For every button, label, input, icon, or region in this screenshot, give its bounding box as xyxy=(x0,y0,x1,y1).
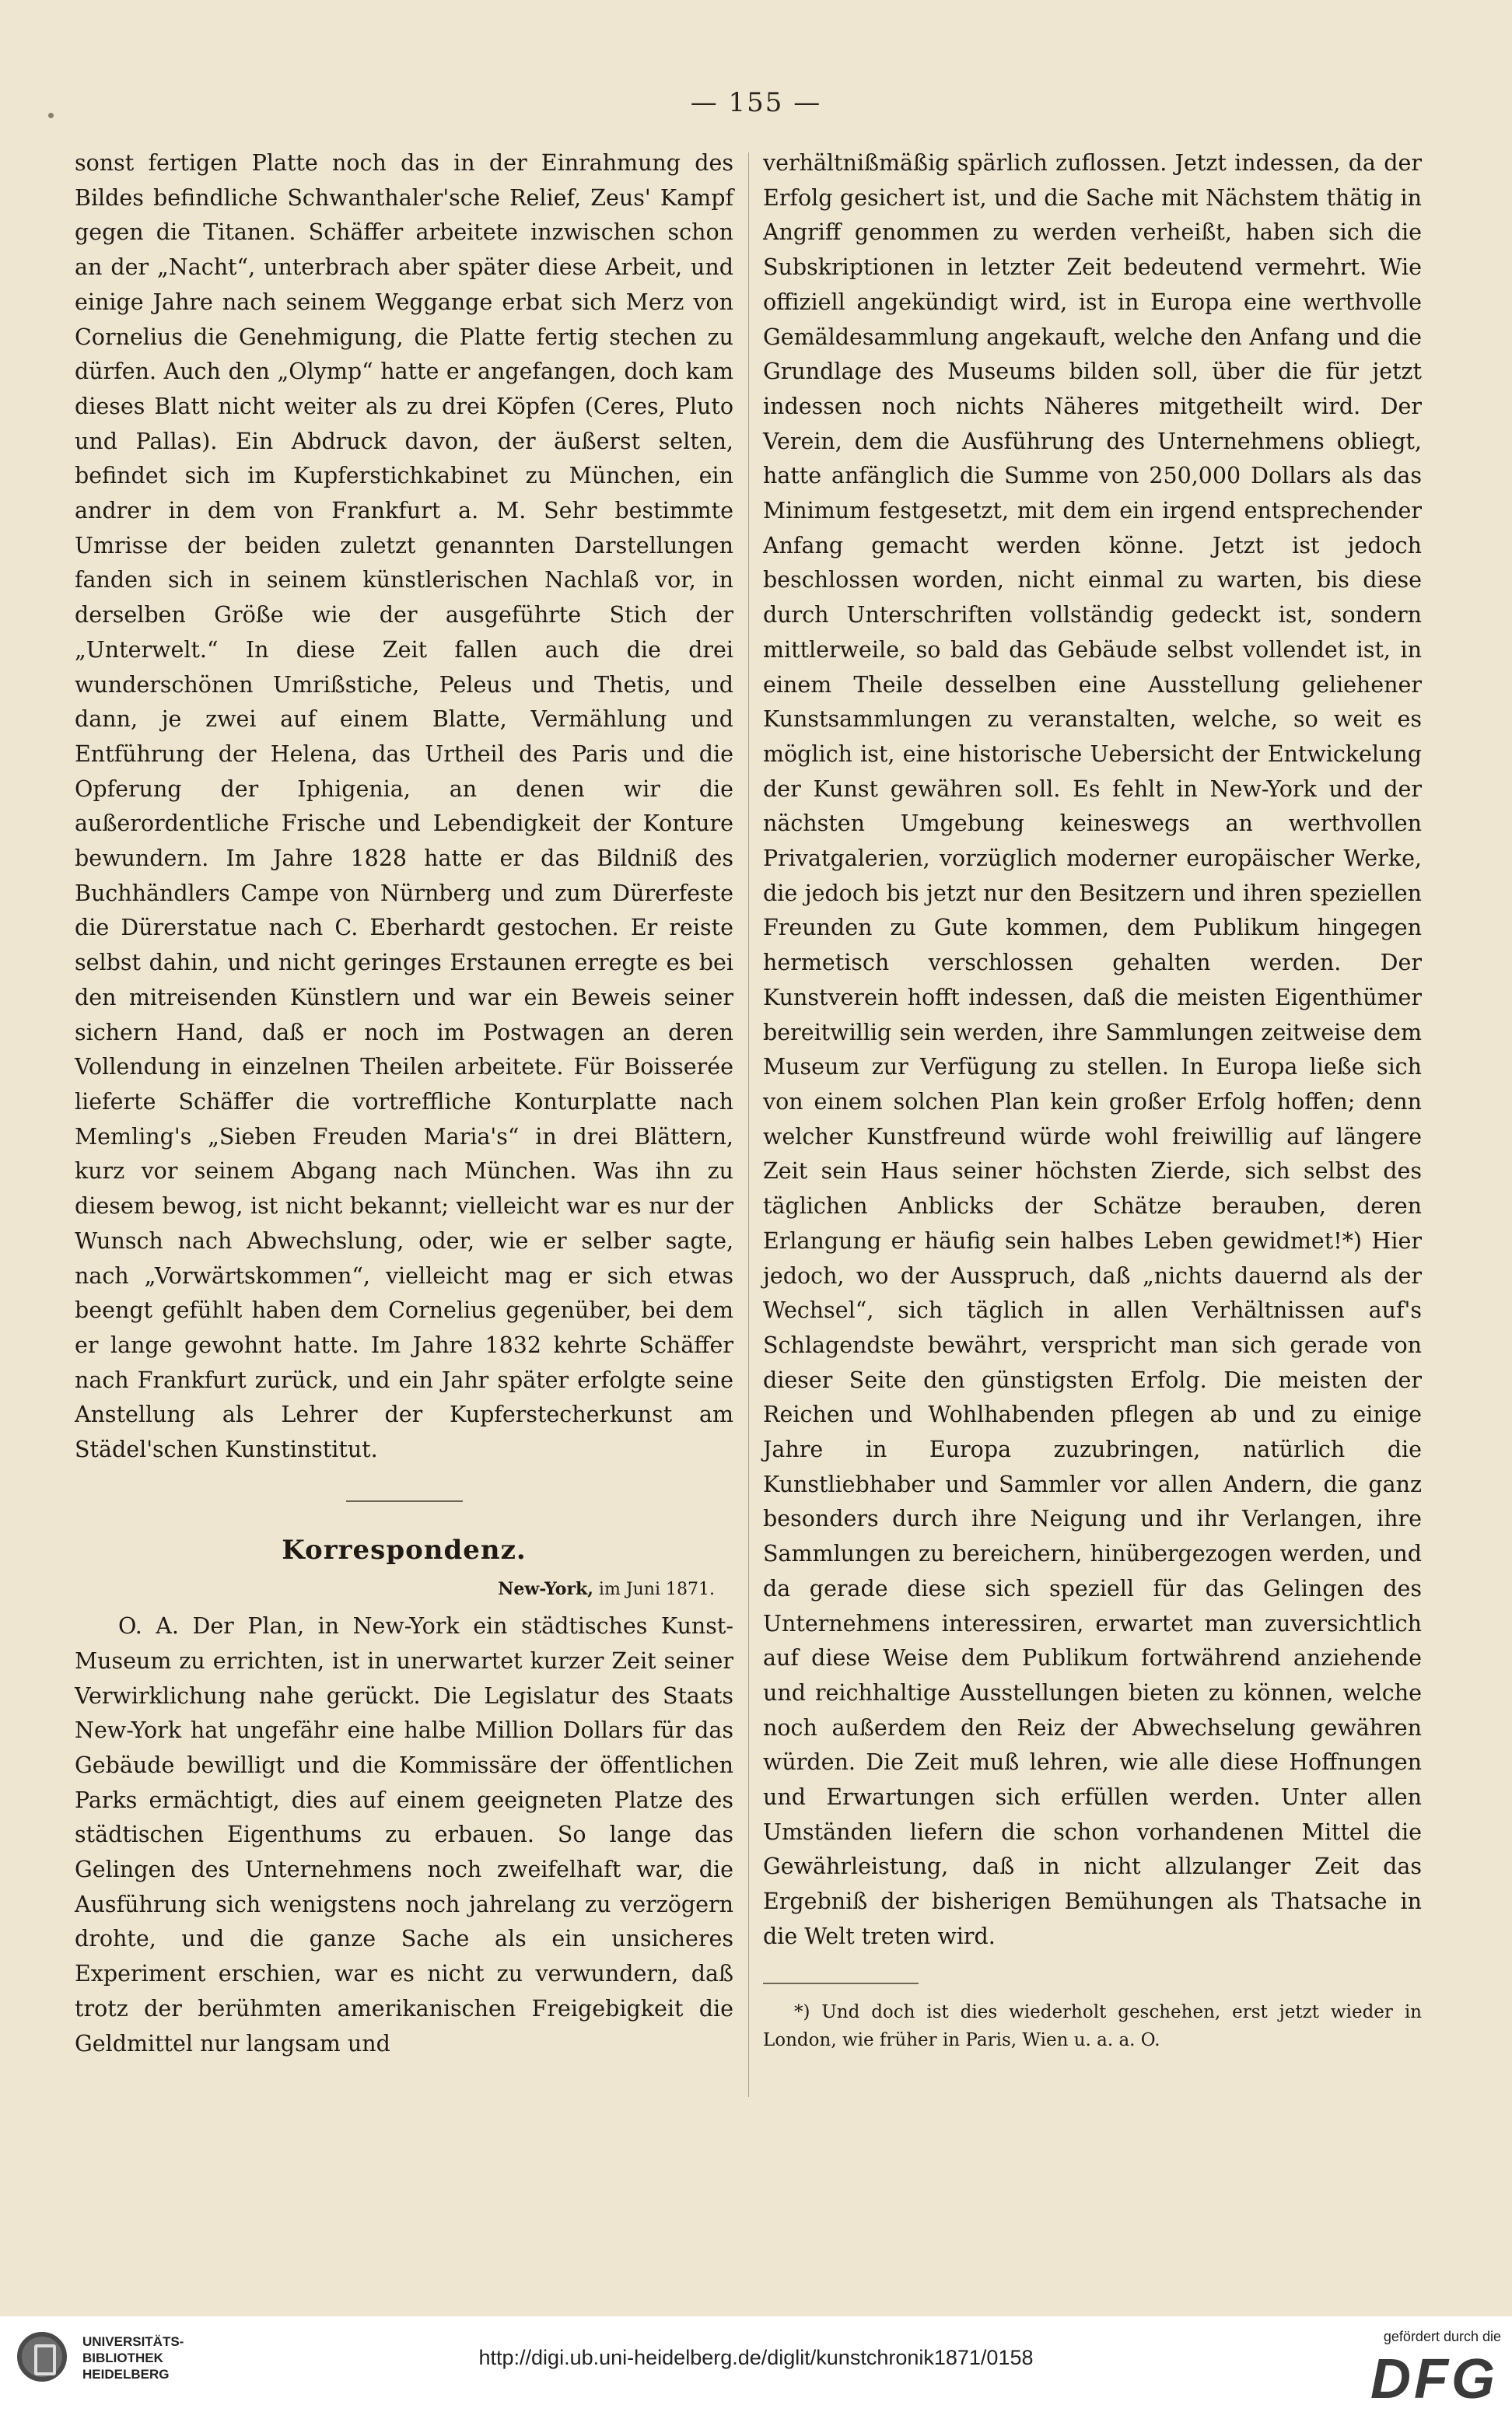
permalink-url[interactable]: http://digi.ub.uni-heidelberg.de/diglit/kunstchronik1871/0158 xyxy=(478,2346,1034,2369)
library-name-line2: BIBLIOTHEK xyxy=(82,2351,163,2365)
library-name-line1: UNIVERSITÄTS- xyxy=(82,2334,184,2349)
funder-label: gefördert durch die xyxy=(1383,2329,1501,2344)
left-column xyxy=(75,146,733,2061)
section-title: Korrespondenz. xyxy=(282,1534,527,1566)
dateline-date: im Juni 1871. xyxy=(593,1580,715,1600)
dateline-place: New-York, xyxy=(498,1579,593,1600)
left-paragraph-schaeffer: sonst fertigen Platte noch das in der Einrahmung des Bildes befindliche Schwanthaler'sche Relief, Zeus' Kampf gegen die Titanen. Schäffer arbeitete inzwischen schon an der „Nacht“, unterbrach aber später diese Arbeit, und einige Jahre nach seinem Weggange erbat sich Merz von Cornelius die Genehmigung, die Platte fertig stechen zu dürfen. Auch den „Olymp“ hatte er angefangen, doch kam dieses Blatt nicht weiter als zu drei Köpfen (Ceres, Pluto und Pallas). Ein Abdruck davon, der äußerst selten, befindet sich im Kupferstichkabinet zu München, ein andrer in dem von Frankfurt a. M. Sehr bestimmte Umrisse der beiden zuletzt genannten Darstellungen fanden sich in seinem künstlerischen Nachlaß vor, in derselben Größe wie der ausgeführte Stich der „Unterwelt.“ In diese Zeit fallen auch die drei wunderschönen Umrißstiche, Peleus und Thetis, und dann, je zwei auf einem Blatte, Vermählung und Entführung der Helena, das Urtheil des Paris und die Opferung der Iphigenia, an denen wir die außerordentliche Frische und Lebendigkeit der Konture bewundern. Im Jahre 1828 hatte er das Bildniß des Buchhändlers Campe von Nürnberg und zum Dürerfeste die Dürerstatue nach C. Eberhardt gestochen. Er reiste selbst dahin, und nicht geringes Erstaunen erregte es bei den mitreisenden Künstlern und war ein Beweis seiner sichern Hand, daß er noch im Postwagen an deren Vollendung in einzelnen Theilen arbeitete. Für Boisserée lieferte Schäffer die vortreffliche Konturplatte nach Memling's „Sieben Freuden Maria's“ in drei Blättern, kurz vor seinem Abgang nach München. Was ihn zu diesem bewog, ist nicht bekannt; vielleicht war es nur der Wunsch nach Abwechslung, oder, wie er selber sagte, nach „Vorwärtskommen“, vielleicht mag er sich etwas beengt gefühlt haben dem Cornelius gegenüber, bei dem er lange gewohnt hatte. Im Jahre 1832 kehrte Schäffer nach Frankfurt zurück, und ein Jahr später erfolgte seine Anstellung als Lehrer der Kupferstecherkunst am Städel'schen Kunstinstitut. xyxy=(75,150,733,1463)
footnote-separator xyxy=(763,1983,919,1984)
dfg-logo[interactable]: DFG xyxy=(1370,2348,1498,2410)
dateline xyxy=(75,1572,715,1608)
footer-bar xyxy=(0,2316,1512,2433)
footnote: *) Und doch ist dies wiederholt geschehen, erst jetzt wieder in London, wie früher in Paris, Wien u. a. a. O. xyxy=(763,2001,1422,2050)
page-number: — 155 — xyxy=(690,87,822,118)
right-column xyxy=(763,146,1422,2054)
library-name-line3: HEIDELBERG xyxy=(82,2367,170,2382)
left-paragraph-correspondence: O. A. Der Plan, in New-York ein städtisches Kunst-Museum zu errichten, ist in unerwartet kurzer Zeit seiner Verwirklichung nahe gerückt. Die Legislatur des Staats New-York hat ungefähr eine halbe Million Dollars für das Gebäude bewilligt und die Kommissäre der öffentlichen Parks ermächtigt, dies auf einem geeigneten Platze des städtischen Eigenthums zu erbauen. So lange das Gelingen des Unternehmens noch zweifelhaft war, die Ausführung sich wenigstens noch jahrelang zu verzögern drohte, und die ganze Sache als ein unsicheres Experiment erschien, war es nicht zu verwundern, daß trotz der berühmten amerikanischen Freigebigkeit die Geldmittel nur langsam und xyxy=(75,1613,733,2057)
right-paragraph-museum: verhältnißmäßig spärlich zuflossen. Jetzt indessen, da der Erfolg gesichert ist, und die Sache mit Nächstem thätig in Angriff genommen zu werden verheißt, haben sich die Subskriptionen in letzter Zeit bedeutend vermehrt. Wie offiziell angekündigt wird, ist in Europa eine werthvolle Gemäldesammlung angekauft, welche den Anfang und die Grundlage des Museums bilden soll, über die für jetzt indessen noch nichts Näheres mitgetheilt wird. Der Verein, dem die Ausführung des Unternehmens obliegt, hatte anfänglich die Summe von 250,000 Dollars als das Minimum festgesetzt, mit dem ein irgend entsprechender Anfang gemacht werden könne. Jetzt ist jedoch beschlossen worden, nicht einmal zu warten, bis diese durch Unterschriften vollständig gedeckt ist, sondern mittlerweile, so bald das Gebäude selbst vollendet ist, in einem Theile desselben eine Ausstellung geliehener Kunstsammlungen zu veranstalten, welche, so weit es möglich ist, eine historische Uebersicht der Entwickelung der Kunst gewähren soll. Es fehlt in New-York und der nächsten Umgebung keineswegs an werthvollen Privatgalerien, vorzüglich moderner europäischer Werke, die jedoch bis jetzt nur den Besitzern und ihren speziellen Freunden zu Gute kommen, dem Publikum hingegen hermetisch verschlossen gehalten werden. Der Kunstverein hofft indessen, daß die meisten Eigenthümer bereitwillig sein werden, ihre Sammlungen zeitweise dem Museum zur Verfügung zu stellen. In Europa ließe sich von einem solchen Plan kein großer Erfolg hoffen; denn welcher Kunstfreund würde wohl freiwillig auf längere Zeit sein Haus seiner höchsten Zierde, sich selbst des täglichen Anblicks der Schätze berauben, deren Erlangung er häufig sein halbes Leben gewidmet!*) Hier jedoch, wo der Ausspruch, daß „nichts dauernd als der Wechsel“, sich täglich in allen Verhältnissen auf's Schlagendste bewährt, verspricht man sich gerade von dieser Seite den günstigsten Erfolg. Die meisten der Reichen und Wohlhabenden pflegen ab und zu einige Jahre in Europa zuzubringen, natürlich die Kunstliebhaber und Sammler vor allen Andern, die ganz besonders durch ihre Neigung und ihr Verlangen, ihre Sammlungen zu bereichern, hinübergezogen werden, und da gerade diese sich speziell für das Gelingen des Unternehmens interessiren, erwartet man zuversichtlich auf diese Weise dem Publikum fortwährend anziehende und reichhaltige Ausstellungen bieten zu können, welche noch außerdem den Reiz der Abwechselung gewähren würden. Die Zeit muß lehren, wie alle diese Hoffnungen und Erwartungen sich erfüllen werden. Unter allen Umständen liefern die schon vorhandenen Mittel die Gewährleistung, daß in nicht allzulanger Zeit das Ergebniß der bisherigen Bemühungen als Thatsache in die Welt treten wird. xyxy=(763,150,1422,1949)
section-separator xyxy=(346,1500,463,1502)
column-divider xyxy=(748,152,749,2097)
